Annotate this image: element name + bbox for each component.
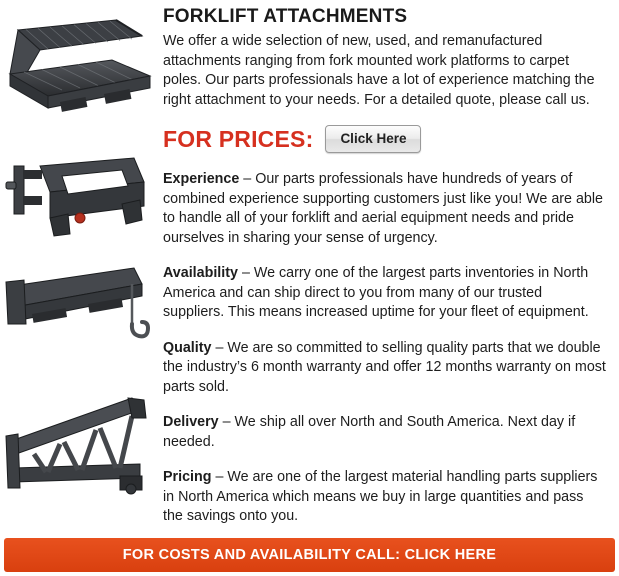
product-image-column <box>0 0 160 532</box>
feature-delivery-dash: – <box>218 414 235 430</box>
product-image-work-platform <box>4 14 156 134</box>
feature-experience-dash: – <box>239 171 256 187</box>
feature-delivery <box>163 413 615 452</box>
feature-availability-dash: – <box>237 265 254 281</box>
for-prices-row <box>163 122 615 156</box>
feature-pricing-dash: – <box>211 469 228 485</box>
feature-experience <box>163 170 615 248</box>
product-image-frame-attachment <box>4 148 156 248</box>
feature-experience-heading: Experience <box>163 171 240 187</box>
feature-quality-body: We are so committed to selling quality parts that we double the industry’s 6 month warranty and offer 12 months warranty on most parts sold. <box>163 339 606 395</box>
product-image-truss-boom <box>4 392 156 512</box>
text-column <box>163 0 615 532</box>
feature-quality-dash: – <box>211 339 228 356</box>
feature-availability-body: We carry one of the largest parts inventories in North America and can ship direct to you from many of our trusted suppliers. This means increased uptime for your fleet of equipment. <box>163 265 589 320</box>
feature-delivery-heading: Delivery <box>163 414 219 430</box>
feature-delivery-body: We ship all over North and South America. Next day if needed. <box>163 414 576 450</box>
feature-pricing-body: We are one of the largest material handling parts suppliers in North America which means we buy in large quantities and pass the savings onto you. <box>163 469 598 524</box>
feature-pricing <box>163 468 615 527</box>
page-title: FORKLIFT ATTACHMENTS <box>163 6 408 27</box>
feature-availability-heading: Availability <box>163 265 238 281</box>
feature-availability <box>163 264 615 323</box>
click-here-button[interactable]: Click Here <box>325 125 421 154</box>
call-to-action-banner[interactable]: FOR COSTS AND AVAILABILITY CALL: CLICK HERE <box>4 538 615 572</box>
feature-quality <box>163 339 615 398</box>
feature-pricing-heading: Pricing <box>163 469 212 485</box>
feature-experience-body: Our parts professionals have hundreds of years of combined experience supporting customers just like you! We are able to handle all of your forklift and aerial equipment needs and pride ourselves in sharing your sense of urgency. <box>163 171 603 246</box>
for-prices-label: FOR PRICES: <box>163 125 314 152</box>
product-image-crane-jib <box>4 262 156 372</box>
feature-quality-heading: Quality <box>163 339 212 356</box>
intro-paragraph: We offer a wide selection of new, used, and remanufactured attachments ranging from fork mounted work platforms to carpet poles. Our parts professionals have a lot of experience matching the right attachment to your needs. For a detailed quote, please call us. <box>163 33 595 108</box>
